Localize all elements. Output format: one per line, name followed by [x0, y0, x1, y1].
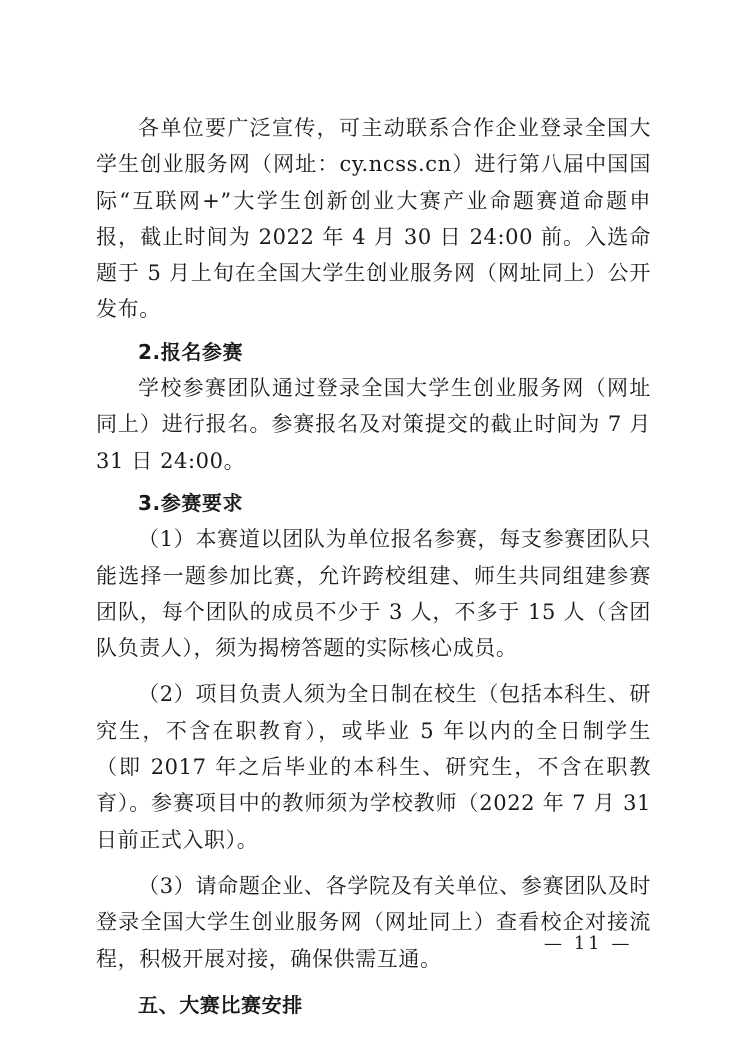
section-3-heading: 3.参赛要求: [138, 490, 244, 515]
section-2-heading: 2.报名参赛: [138, 339, 244, 364]
section-3-item-2: （2）项目负责人须为全日制在校生（包括本科生、研究生，不含在职教育），或毕业 5 年以内的全日制学生（即 2017 年之后毕业的本科生、研究生，不含在职教育）。参赛项目中的教师须为学校教师（2022 年 7 月 31 日前正式入职）。: [96, 682, 651, 852]
section-5-heading: 五、大赛比赛安排: [138, 992, 303, 1017]
page-number: — 11 —: [544, 933, 633, 954]
section-3-item-3: （3）请命题企业、各学院及有关单位、参赛团队及时登录全国大学生创业服务网（网址同上）查看校企对接流程，积极开展对接，确保供需互通。: [96, 873, 651, 971]
intro-paragraph: 各单位要广泛宣传，可主动联系合作企业登录全国大学生创业服务网（网址：cy.ncss.cn）进行第八届中国国际“互联网+”大学生创新创业大赛产业命题赛道命题申报，截止时间为 2022 年 4 月 30 日 24:00 前。入选命题于 5 月上旬在全国大学生创业服务网（网址同上）公开发布。: [96, 116, 651, 322]
section-2-body: 学校参赛团队通过登录全国大学生创业服务网（网址同上）进行报名。参赛报名及对策提交的截止时间为 7 月 31 日 24:00。: [96, 376, 651, 473]
document-body: [96, 110, 651, 1023]
section-3-item-1: （1）本赛道以团队为单位报名参赛，每支参赛团队只能选择一题参加比赛，允许跨校组建、师生共同组建参赛团队，每个团队的成员不少于 3 人，不多于 15 人（含团队负责人），须为揭榜答题的实际核心成员。: [96, 527, 651, 661]
